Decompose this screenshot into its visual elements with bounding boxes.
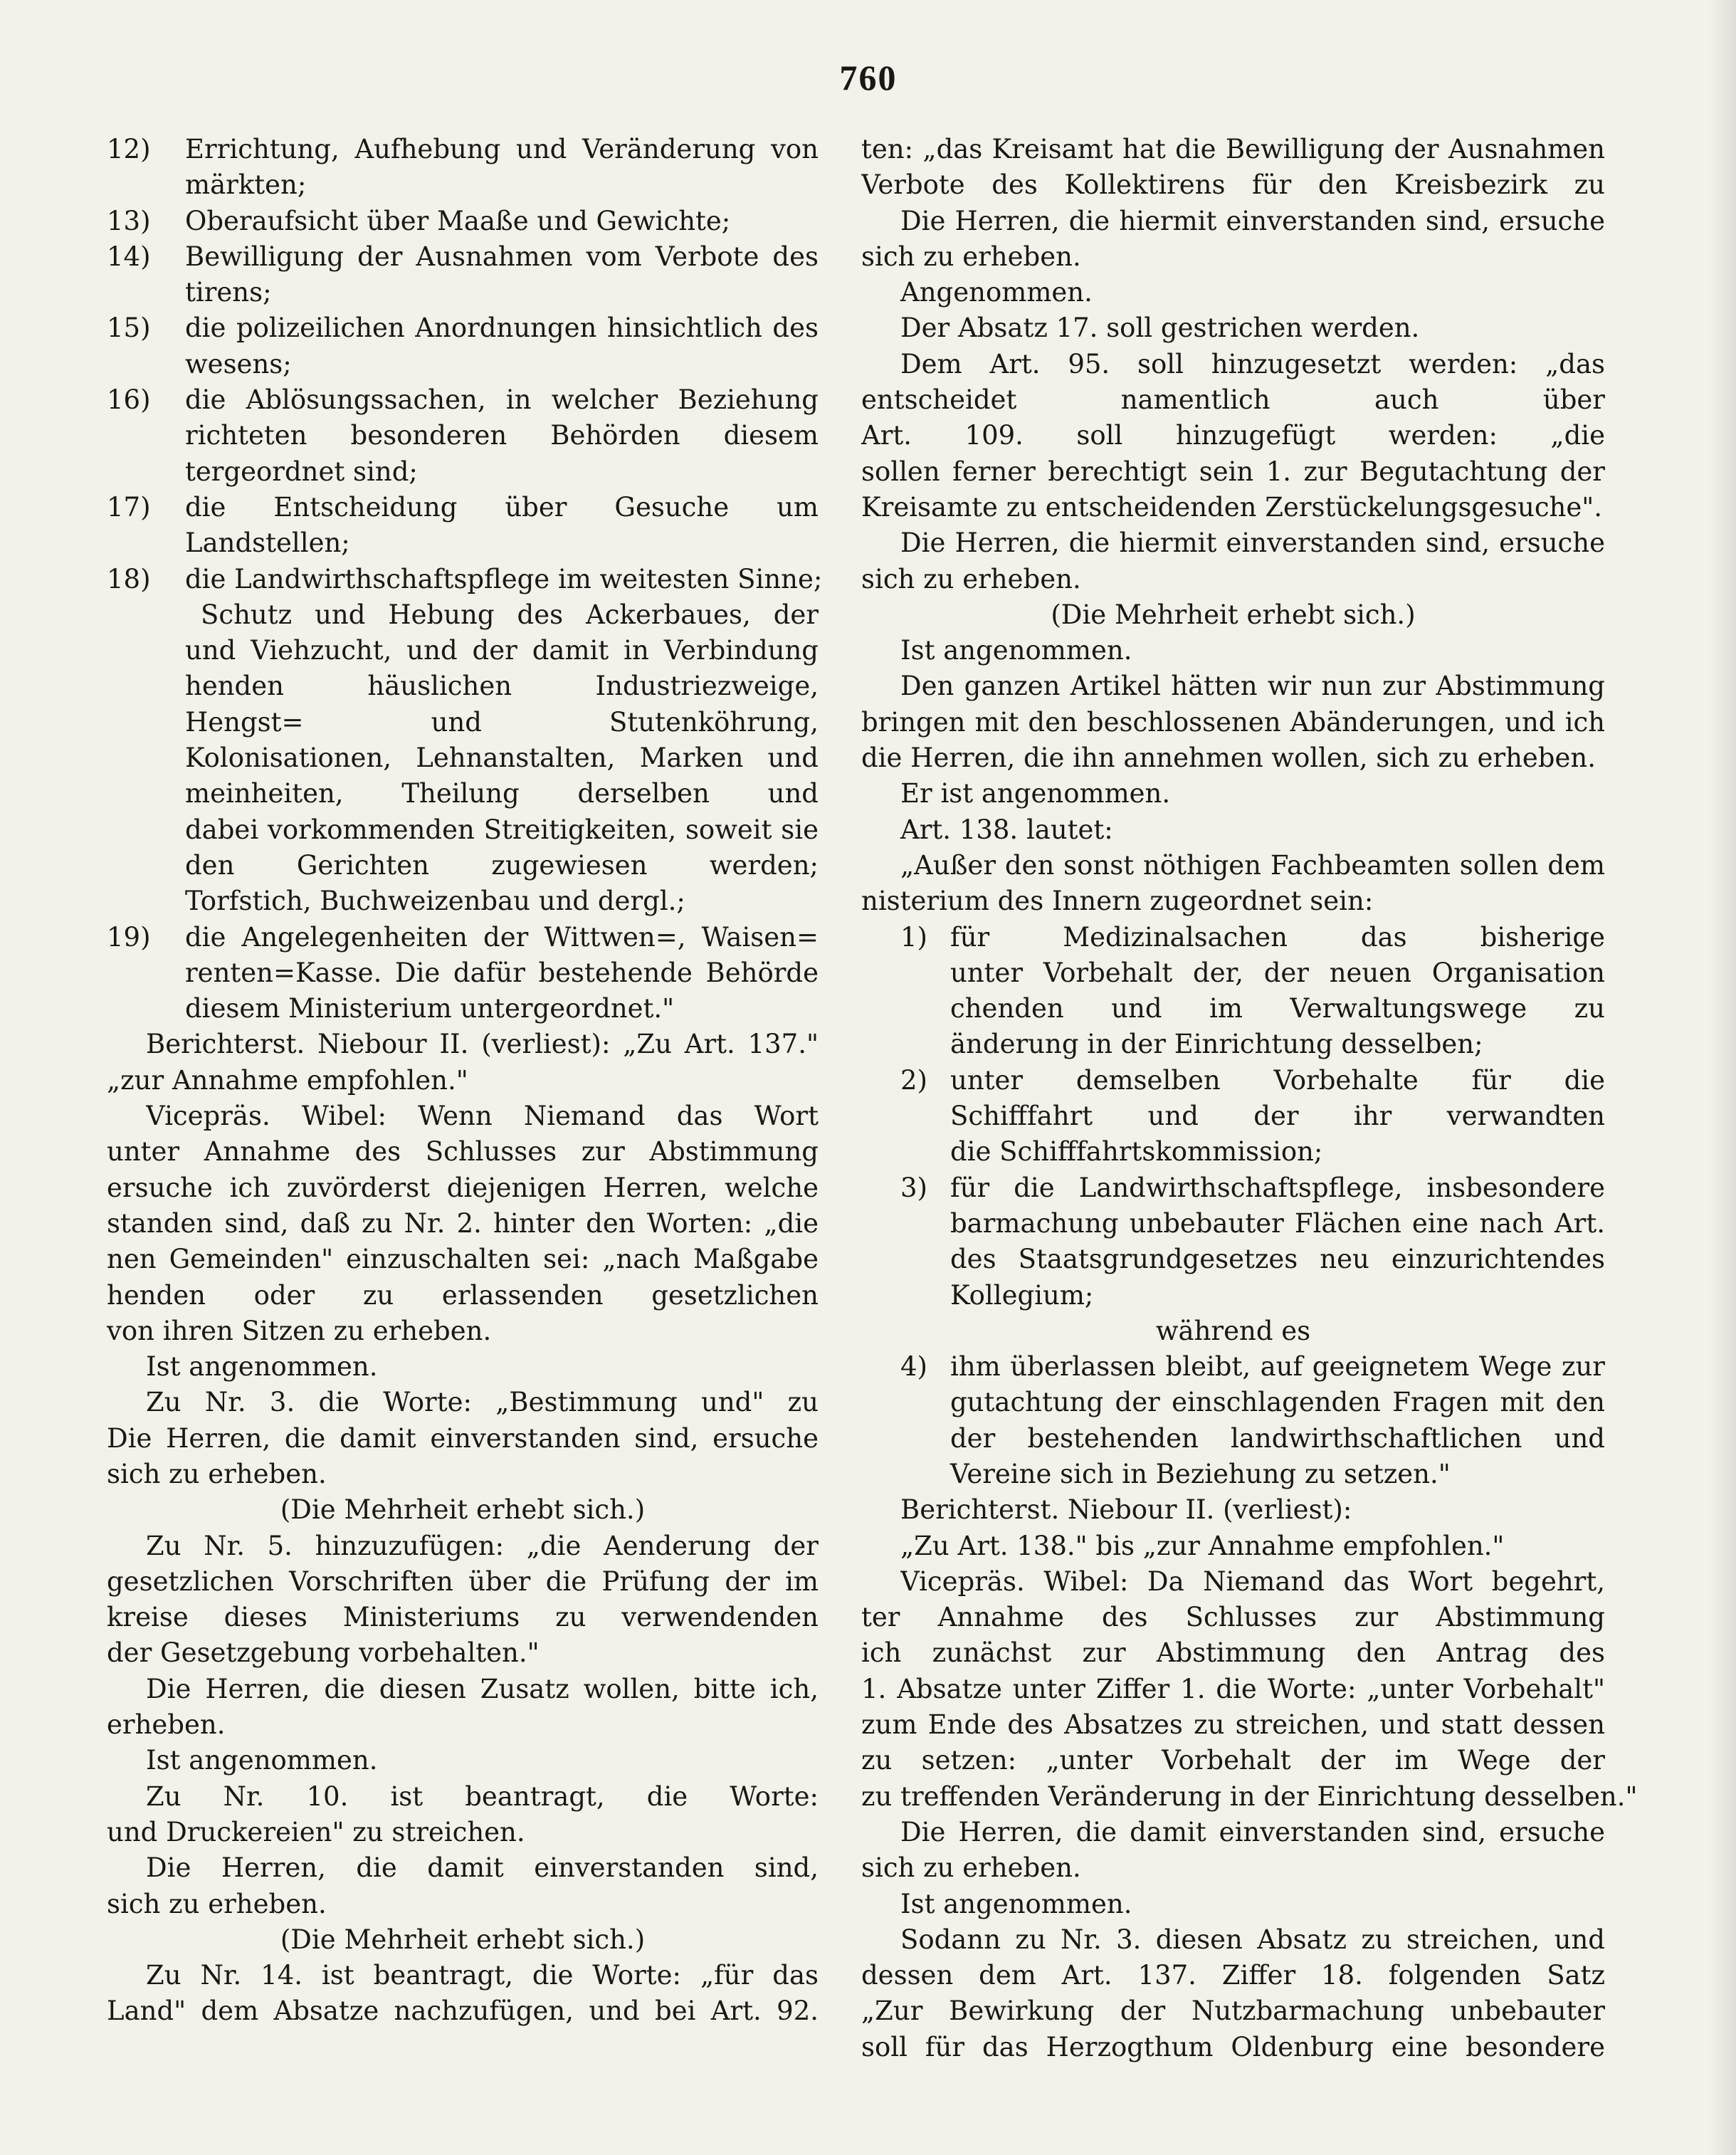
text-line <box>107 525 819 561</box>
text-line <box>107 347 819 382</box>
line-text: Vicepräs. Wibel: Wenn Niemand das Wort <box>146 1101 819 1132</box>
line-text: sich zu erheben. <box>861 563 1081 594</box>
text-line <box>861 668 1605 704</box>
text-line <box>107 1958 819 1993</box>
text-line <box>107 1457 819 1492</box>
text-line <box>861 1743 1605 1778</box>
line-text: henden häuslichen Industriezweige, <box>185 671 819 702</box>
line-text: Zu Nr. 10. ist beantragt, die Worte: <box>146 1781 819 1812</box>
text-line <box>107 1170 819 1206</box>
text-line <box>861 418 1605 453</box>
text-line <box>861 955 1605 991</box>
line-text: unter Vorbehalt der, der neuen Organisation <box>950 957 1605 988</box>
text-line <box>861 1922 1605 1958</box>
line-text: Vereine sich in Beziehung zu setzen." <box>950 1458 1451 1489</box>
line-text: sich zu erheben. <box>861 1852 1081 1884</box>
text-line <box>861 1492 1605 1528</box>
line-text: Ist angenommen. <box>146 1351 378 1383</box>
line-text: Kolonisationen, Lehnanstalten, Marken und <box>185 743 819 774</box>
item-number: 2) <box>900 1064 927 1096</box>
item-number: 3) <box>900 1172 927 1203</box>
line-text: des Staatsgrundgesetzes neu einzurichtendes <box>950 1244 1605 1275</box>
line-text: tirens; <box>185 277 272 308</box>
text-line <box>107 310 819 346</box>
line-text: Schutz und Hebung des Ackerbaues, der <box>201 599 819 630</box>
line-text: „Außer den sonst nöthigen Fachbeamten sollen dem <box>900 849 1605 881</box>
line-text: bringen mit den beschlossenen Abänderungen, und ich <box>861 706 1605 738</box>
text-line <box>107 1635 819 1671</box>
text-line <box>107 1385 819 1420</box>
line-text: gutachtung der einschlagenden Fragen mit den <box>950 1387 1605 1418</box>
line-text: die Ablösungssachen, in welcher Beziehung <box>185 384 819 416</box>
text-line <box>861 740 1605 776</box>
line-text: Art. 109. soll hinzugefügt werden: „die <box>861 420 1605 451</box>
text-line <box>861 1278 1605 1314</box>
text-line <box>107 1743 819 1778</box>
text-line <box>107 1850 819 1886</box>
line-text: (Die Mehrheit erhebt sich.) <box>1051 599 1416 630</box>
text-line <box>107 740 819 776</box>
line-text: der bestehenden landwirthschaftlichen und <box>950 1422 1605 1454</box>
line-text: Ist angenommen. <box>900 635 1132 666</box>
item-number: 15) <box>107 313 151 344</box>
text-line <box>861 1635 1605 1671</box>
text-line <box>861 1600 1605 1635</box>
text-line <box>107 1314 819 1349</box>
line-text: für die Landwirthschaftspflege, insbesondere <box>950 1172 1605 1203</box>
item-number: 17) <box>107 491 151 523</box>
line-text: Sodann zu Nr. 3. diesen Absatz zu streichen, und <box>900 1924 1605 1955</box>
text-line <box>107 848 819 884</box>
text-line <box>107 1922 819 1958</box>
text-line <box>861 884 1605 919</box>
text-line <box>861 1063 1605 1099</box>
text-line <box>107 1206 819 1242</box>
text-line <box>107 1779 819 1815</box>
line-text: henden oder zu erlassenden gesetzlichen <box>107 1279 819 1311</box>
line-text: Landstellen; <box>185 528 350 559</box>
text-line <box>107 1099 819 1134</box>
text-line <box>107 1278 819 1314</box>
item-number: 18) <box>107 563 151 594</box>
text-line <box>107 382 819 418</box>
text-line <box>861 1707 1605 1743</box>
text-line <box>861 920 1605 955</box>
text-line <box>861 525 1605 561</box>
line-text: nen Gemeinden" einzuschalten sei: „nach Maßgabe <box>107 1244 819 1275</box>
text-line <box>861 1529 1605 1564</box>
text-line <box>107 1564 819 1600</box>
line-text: Land" dem Absatze nachzufügen, und bei Art. 92. <box>107 1996 819 2027</box>
text-line <box>107 1672 819 1707</box>
item-number: 19) <box>107 921 151 953</box>
line-text: Torfstich, Buchweizenbau und dergl.; <box>185 886 685 917</box>
text-line <box>107 204 819 239</box>
text-line <box>107 1134 819 1170</box>
text-line <box>107 812 819 848</box>
line-text: Oberaufsicht über Maaße und Gewichte; <box>185 205 731 236</box>
line-text: ten: „das Kreisamt hat die Bewilligung der Ausnahmen <box>861 134 1605 164</box>
text-line <box>107 275 819 310</box>
line-text: zu setzen: „unter Vorbehalt der im Wege der <box>861 1745 1605 1776</box>
line-text: entscheidet namentlich auch über <box>861 384 1605 416</box>
text-line <box>861 275 1605 310</box>
text-line <box>107 167 819 203</box>
line-text: diesem Ministerium untergeordnet." <box>185 993 675 1024</box>
text-line <box>861 1206 1605 1242</box>
line-text: sollen ferner berechtigt sein 1. zur Begutachtung der <box>861 456 1605 487</box>
line-text: „Zur Bewirkung der Nutzbarmachung unbebauter <box>861 1996 1605 2027</box>
line-text: sich zu erheben. <box>861 241 1081 272</box>
text-line <box>107 490 819 525</box>
line-text: sich zu erheben. <box>107 1888 327 1919</box>
line-text: Errichtung, Aufhebung und Veränderung von <box>185 134 819 164</box>
text-line <box>861 1672 1605 1707</box>
text-line <box>107 1600 819 1635</box>
line-text: ersuche ich zuvörderst diejenigen Herren, welche <box>107 1172 819 1203</box>
text-line <box>107 1815 819 1850</box>
line-text: 1. Absatze unter Ziffer 1. die Worte: „unter Vorbehalt" <box>861 1673 1605 1704</box>
line-text: Die Herren, die damit einverstanden sind, <box>146 1852 819 1884</box>
text-line <box>861 1242 1605 1277</box>
text-line <box>861 848 1605 884</box>
line-text: änderung in der Einrichtung desselben; <box>950 1029 1483 1060</box>
line-text: chenden und im Verwaltungswege zu <box>950 993 1605 1024</box>
text-line <box>107 955 819 991</box>
line-text: richteten besonderen Behörden diesem <box>185 420 819 451</box>
line-text: (Die Mehrheit erhebt sich.) <box>280 1494 646 1526</box>
text-line <box>107 1421 819 1457</box>
left-column <box>107 132 823 2030</box>
line-text: die Angelegenheiten der Wittwen=, Waisen= <box>185 921 819 953</box>
line-text: gesetzlichen Vorschriften über die Prüfung der im <box>107 1566 819 1597</box>
line-text: Die Herren, die hiermit einverstanden sind, ersuche <box>900 205 1605 236</box>
text-line <box>861 562 1605 597</box>
line-text: barmachung unbebauter Flächen eine nach Art. <box>950 1207 1605 1239</box>
text-line <box>861 776 1605 812</box>
line-text: Schifffahrt und der ihr verwandten <box>950 1101 1605 1132</box>
line-text: kreise dieses Ministeriums zu verwendenden <box>107 1602 819 1633</box>
line-text: Hengst= und Stutenköhrung, <box>185 706 819 738</box>
line-text: unter demselben Vorbehalte für die <box>950 1064 1605 1096</box>
text-line <box>861 705 1605 740</box>
text-line <box>107 1492 819 1528</box>
line-text: sich zu erheben. <box>107 1458 327 1489</box>
text-line <box>107 132 819 167</box>
text-line <box>107 1027 819 1062</box>
text-line <box>107 239 819 275</box>
line-text: Berichterst. Niebour II. (verliest): <box>900 1494 1352 1526</box>
line-text: renten=Kasse. Die dafür bestehende Behörde <box>185 957 819 988</box>
text-line <box>861 1815 1605 1850</box>
line-text: Die Herren, die diesen Zusatz wollen, bitte ich, <box>146 1673 819 1704</box>
line-text: von ihren Sitzen zu erheben. <box>107 1315 492 1346</box>
line-text: den Gerichten zugewiesen werden; <box>185 849 819 881</box>
line-text: die Entscheidung über Gesuche um <box>185 491 819 523</box>
line-text: nisterium des Innern zugeordnet sein: <box>861 886 1374 917</box>
line-text: dessen dem Art. 137. Ziffer 18. folgenden Satz <box>861 1960 1605 1991</box>
line-text: Ist angenommen. <box>146 1745 378 1776</box>
text-line <box>861 454 1605 490</box>
text-line <box>107 454 819 490</box>
text-line <box>107 705 819 740</box>
line-text: Berichterst. Niebour II. (verliest): „Zu Art. 137." <box>146 1029 819 1060</box>
text-line <box>861 1099 1605 1134</box>
line-text: ich zunächst zur Abstimmung den Antrag des <box>861 1637 1605 1669</box>
line-text: Zu Nr. 14. ist beantragt, die Worte: „für das <box>146 1960 819 1991</box>
text-line <box>861 1134 1605 1170</box>
line-text: die Landwirthschaftspflege im weitesten Sinne; <box>185 563 823 594</box>
text-line <box>107 668 819 704</box>
text-line <box>861 2030 1605 2065</box>
item-number: 4) <box>900 1351 927 1383</box>
line-text: Verbote des Kollektirens für den Kreisbezirk zu <box>861 169 1605 201</box>
text-line <box>107 1993 819 2029</box>
text-line <box>861 1993 1605 2029</box>
text-line <box>107 418 819 453</box>
line-text: Dem Art. 95. soll hinzugesetzt werden: „das <box>900 348 1605 379</box>
text-line <box>861 490 1605 525</box>
line-text: standen sind, daß zu Nr. 2. hinter den Worten: „die <box>107 1207 819 1239</box>
text-line <box>107 991 819 1027</box>
text-line <box>107 633 819 668</box>
text-line <box>861 382 1605 418</box>
line-text: Vicepräs. Wibel: Da Niemand das Wort begehrt, <box>900 1566 1605 1597</box>
item-number: 16) <box>107 384 151 416</box>
line-text: tergeordnet sind; <box>185 456 418 487</box>
line-text: „zur Annahme empfohlen." <box>107 1064 468 1096</box>
text-line <box>861 1850 1605 1886</box>
text-line <box>861 239 1605 275</box>
line-text: Ist angenommen. <box>900 1888 1132 1919</box>
line-text: Bewilligung der Ausnahmen vom Verbote des <box>185 241 819 272</box>
page-number: 760 <box>839 58 898 98</box>
line-text: märkten; <box>185 169 307 201</box>
line-text: soll für das Herzogthum Oldenburg eine besondere <box>861 2031 1605 2062</box>
text-line <box>107 597 819 633</box>
text-line <box>861 1314 1605 1349</box>
line-text: wesens; <box>185 348 292 379</box>
item-number: 1) <box>900 921 927 953</box>
text-line <box>861 132 1605 167</box>
text-line <box>861 1170 1605 1206</box>
line-text: die Herren, die ihn annehmen wollen, sich zu erheben. <box>861 743 1596 774</box>
line-text: Die Herren, die hiermit einverstanden sind, ersuche <box>900 528 1605 559</box>
line-text: unter Annahme des Schlusses zur Abstimmung <box>107 1136 819 1168</box>
page-edge-shadow <box>1708 0 1736 2155</box>
text-line <box>861 812 1605 848</box>
line-text: Die Herren, die damit einverstanden sind, ersuche <box>900 1816 1605 1847</box>
text-line <box>861 1564 1605 1600</box>
line-text: erheben. <box>107 1709 226 1741</box>
line-text: Zu Nr. 5. hinzuzufügen: „die Aenderung der <box>146 1530 819 1561</box>
text-line <box>107 884 819 919</box>
line-text: Art. 138. lautet: <box>900 814 1113 845</box>
text-line <box>107 1887 819 1922</box>
line-text: die polizeilichen Anordnungen hinsichtlich des <box>185 313 819 344</box>
right-column <box>861 132 1638 2065</box>
text-line <box>861 1349 1605 1385</box>
text-line <box>107 1707 819 1743</box>
line-text: ihm überlassen bleibt, auf geeignetem Wege zur <box>950 1351 1605 1383</box>
line-text: und Druckereien" zu streichen. <box>107 1816 525 1847</box>
text-line <box>107 1063 819 1099</box>
text-line <box>861 597 1605 633</box>
item-number: 14) <box>107 241 151 272</box>
line-text: ter Annahme des Schlusses zur Abstimmung <box>861 1602 1605 1633</box>
text-line <box>861 1385 1605 1420</box>
line-text: Er ist angenommen. <box>900 778 1171 809</box>
line-text: während es <box>1155 1315 1311 1346</box>
text-line <box>861 1958 1605 1993</box>
line-text: „Zu Art. 138." bis „zur Annahme empfohlen." <box>900 1530 1505 1561</box>
text-line <box>107 920 819 955</box>
line-text: zu treffenden Veränderung in der Einrichtung desselben." <box>861 1781 1638 1812</box>
text-line <box>861 310 1605 346</box>
line-text: dabei vorkommenden Streitigkeiten, soweit sie <box>185 814 819 845</box>
text-line <box>107 1529 819 1564</box>
line-text: Den ganzen Artikel hätten wir nun zur Abstimmung <box>900 671 1605 702</box>
line-text: der Gesetzgebung vorbehalten." <box>107 1637 540 1669</box>
line-text: Angenommen. <box>900 277 1093 308</box>
line-text: Kollegium; <box>950 1279 1094 1311</box>
text-line <box>861 1027 1605 1062</box>
text-line <box>861 1421 1605 1457</box>
line-text: Kreisamte zu entscheidenden Zerstückelungsgesuche". <box>861 491 1603 523</box>
text-line <box>107 1242 819 1277</box>
line-text: die Schifffahrtskommission; <box>950 1136 1323 1168</box>
text-line <box>861 167 1605 203</box>
line-text: für Medizinalsachen das bisherige <box>950 921 1605 953</box>
text-line <box>861 991 1605 1027</box>
line-text: meinheiten, Theilung derselben und <box>185 778 819 809</box>
text-line <box>861 204 1605 239</box>
line-text: (Die Mehrheit erhebt sich.) <box>280 1924 646 1955</box>
text-line <box>107 776 819 812</box>
line-text: Der Absatz 17. soll gestrichen werden. <box>900 313 1420 344</box>
text-line <box>861 633 1605 668</box>
text-line <box>861 1887 1605 1922</box>
line-text: Zu Nr. 3. die Worte: „Bestimmung und" zu <box>146 1387 819 1418</box>
item-number: 12) <box>107 134 151 164</box>
text-line <box>107 1349 819 1385</box>
text-line <box>107 562 823 597</box>
item-number: 13) <box>107 205 151 236</box>
text-line <box>861 1779 1638 1815</box>
line-text: Die Herren, die damit einverstanden sind, ersuche <box>107 1422 819 1454</box>
line-text: und Viehzucht, und der damit in Verbindung <box>185 635 819 666</box>
text-line <box>861 1457 1605 1492</box>
line-text: zum Ende des Absatzes zu streichen, und statt dessen <box>861 1709 1605 1741</box>
text-line <box>861 347 1605 382</box>
